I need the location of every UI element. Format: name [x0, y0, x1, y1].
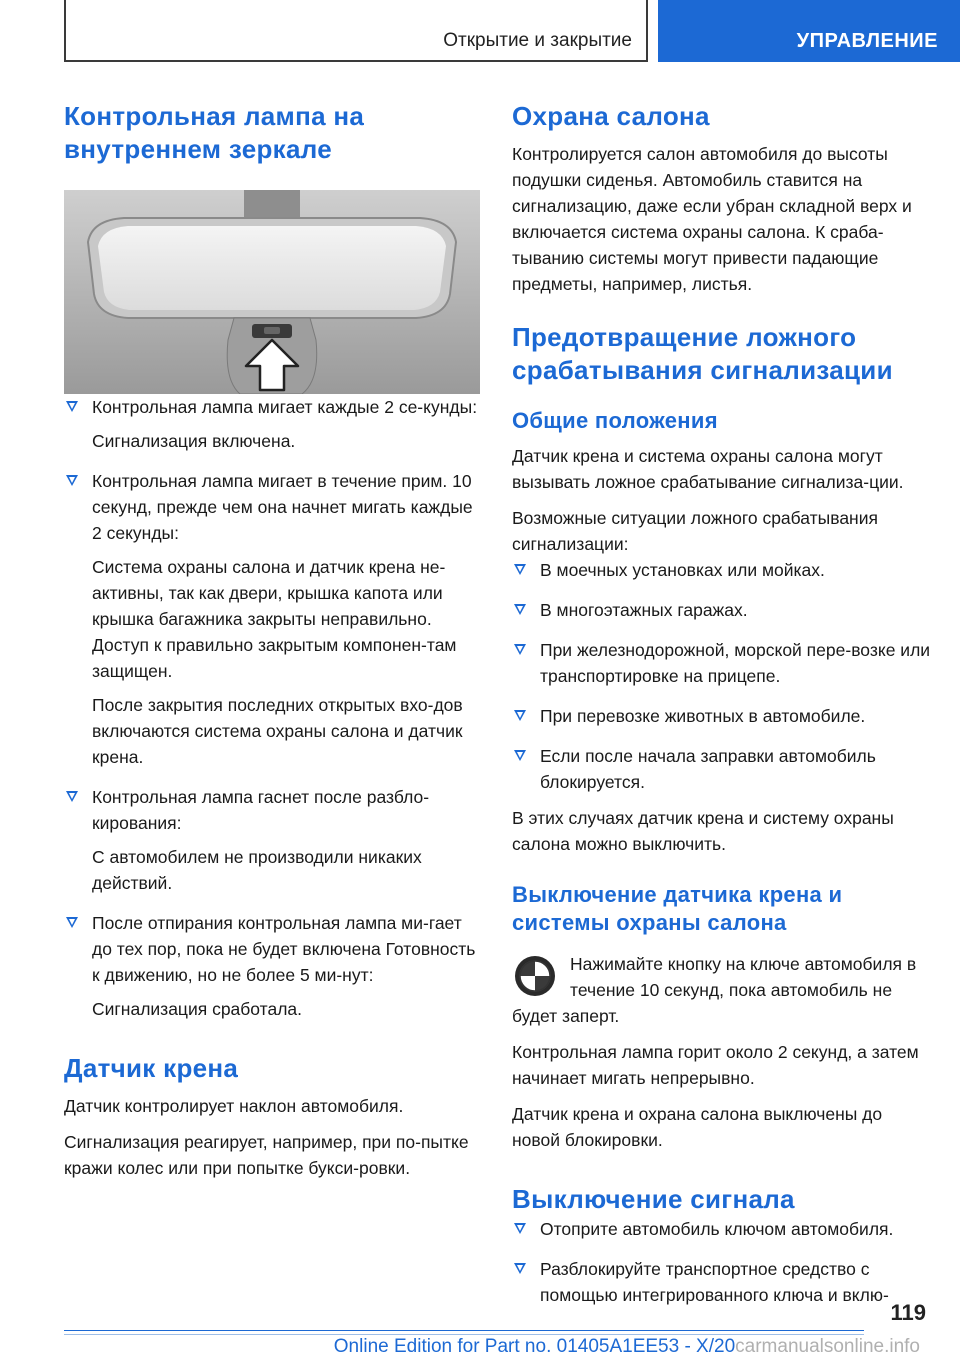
paragraph: Нажимайте кнопку на ключе автомобиля в течение 10 секунд, пока автомобиль не будет заперт.	[512, 954, 917, 1026]
page-number: 119	[890, 1300, 926, 1325]
bullet-triangle-icon	[514, 1223, 526, 1234]
left-column	[64, 100, 480, 1181]
list-item-result: Сигнализация сработала.	[92, 999, 303, 1019]
header-chapter-tab	[658, 0, 960, 62]
paragraph: В этих случаях датчик крена и систему охраны салона можно выключить.	[512, 808, 894, 854]
bmw-key-button-icon	[514, 955, 556, 997]
bullet-triangle-icon	[514, 750, 526, 761]
header-chapter-title: УПРАВЛЕНИЕ	[796, 30, 938, 52]
list-item-result: С автомобилем не производили никаких действий.	[92, 847, 422, 893]
paragraph: Контрольная лампа горит около 2 секунд, а затем начинает мигать непрерывно.	[512, 1042, 919, 1088]
bullet-triangle-icon	[66, 475, 78, 486]
paragraph: Датчик крена и охрана салона выключены до новой блокировки.	[512, 1104, 883, 1150]
bullet-triangle-icon	[514, 1263, 526, 1274]
paragraph: Датчик крена и система охраны салона могут вызывать ложное срабатывание сигнализа‐ции.	[512, 446, 904, 492]
header-section-box	[64, 0, 648, 62]
heading-disable-alarm: Выключение сигнала	[512, 1184, 795, 1214]
list-item-result: После закрытия последних открытых вхо‐дов включаются система охраны салона и датчик крена.	[92, 695, 463, 767]
footer-watermark: carmanualsonline.info	[735, 1336, 920, 1357]
footer-rule	[64, 1330, 864, 1331]
heading-tilt-sensor: Датчик крена	[64, 1053, 239, 1083]
list-item: Контрольная лампа мигает в течение прим. 10 секунд, прежде чем она начнет мигать каждые 2 секунды: Система охраны салона и датчик крена не‐активны, так как двери, крышка капота или крышка багажника закрыты неправильно. Доступ к правильно закрытым компонен‐там защищен. После закрытия последних открытых вхо‐дов включаются система охраны салона и датчик крена.	[64, 468, 480, 770]
list-item: Разблокируйте транспортное средство с помощью интегрированного ключа и вклю‐	[512, 1256, 932, 1308]
list-item: При перевозке животных в автомобиле.	[512, 703, 932, 729]
heading-disable-sensor: Выключение датчика крена и системы охраны салона	[512, 882, 843, 935]
footer-edition-text: Online Edition for Part no. 01405A1EE53 - X/20	[333, 1336, 736, 1357]
disable-alarm-list	[512, 1216, 932, 1308]
list-item: При железнодорожной, морской пере‐возке или транспортировке на прицепе.	[512, 637, 932, 689]
right-column	[512, 100, 932, 1308]
heading-general: Общие положения	[512, 408, 718, 433]
bullet-triangle-icon	[514, 604, 526, 615]
heading-interior-protection: Охрана салона	[512, 101, 710, 131]
list-item-result: Система охраны салона и датчик крена не‐активны, так как двери, крышка капота или крышка багажника закрыты неправильно. Доступ к правильно закрытым компонен‐там защищен.	[92, 557, 457, 681]
lamp-status-list	[64, 394, 480, 1022]
list-item: В многоэтажных гаражах.	[512, 597, 932, 623]
paragraph: Датчик контролирует наклон автомобиля.	[64, 1096, 404, 1116]
list-item: Контрольная лампа гаснет после разбло‐кирования: С автомобилем не производили никаких действий.	[64, 784, 480, 896]
paragraph: Контролируется салон автомобиля до высоты подушки сиденья. Автомобиль ставится на сигнализацию, даже если убран складной верх и включается система охраны салона. К сраба‐тыванию системы могут привести падающие предметы, например, листья.	[512, 144, 912, 294]
false-alarm-situations-list	[512, 557, 932, 795]
bullet-triangle-icon	[514, 564, 526, 575]
bullet-triangle-icon	[66, 917, 78, 928]
heading-false-alarm: Предотвращение ложного срабатывания сигнализации	[512, 322, 893, 385]
list-item: В моечных установках или мойках.	[512, 557, 932, 583]
paragraph: Возможные ситуации ложного срабатывания сигнализации:	[512, 508, 878, 554]
list-item: Отоприте автомобиль ключом автомобиля.	[512, 1216, 932, 1242]
paragraph: Сигнализация реагирует, например, при по‐пытке кражи колес или при попытке букси‐ровки.	[64, 1132, 469, 1178]
bullet-triangle-icon	[66, 401, 78, 412]
bullet-triangle-icon	[514, 644, 526, 655]
list-item: Если после начала заправки автомобиль блокируется.	[512, 743, 932, 795]
footer-edition	[334, 1336, 920, 1358]
list-item: После отпирания контрольная лампа ми‐гает до тех пор, пока не будет включена Готовность к движению, но не более 5 ми‐нут: Сигнализация сработала.	[64, 910, 480, 1022]
list-item-result: Сигнализация включена.	[92, 431, 296, 451]
header-section-title: Открытие и закрытие	[443, 30, 632, 51]
list-item: Контрольная лампа мигает каждые 2 се‐кунды: Сигнализация включена.	[64, 394, 480, 454]
heading-mirror-lamp: Контрольная лампа на внутреннем зеркале	[64, 101, 365, 164]
bullet-triangle-icon	[514, 710, 526, 721]
key-instruction	[512, 951, 932, 1029]
mirror-svg	[64, 190, 480, 394]
footer-rule-secondary	[64, 1334, 864, 1335]
mirror-illustration	[64, 190, 480, 394]
bullet-triangle-icon	[66, 791, 78, 802]
